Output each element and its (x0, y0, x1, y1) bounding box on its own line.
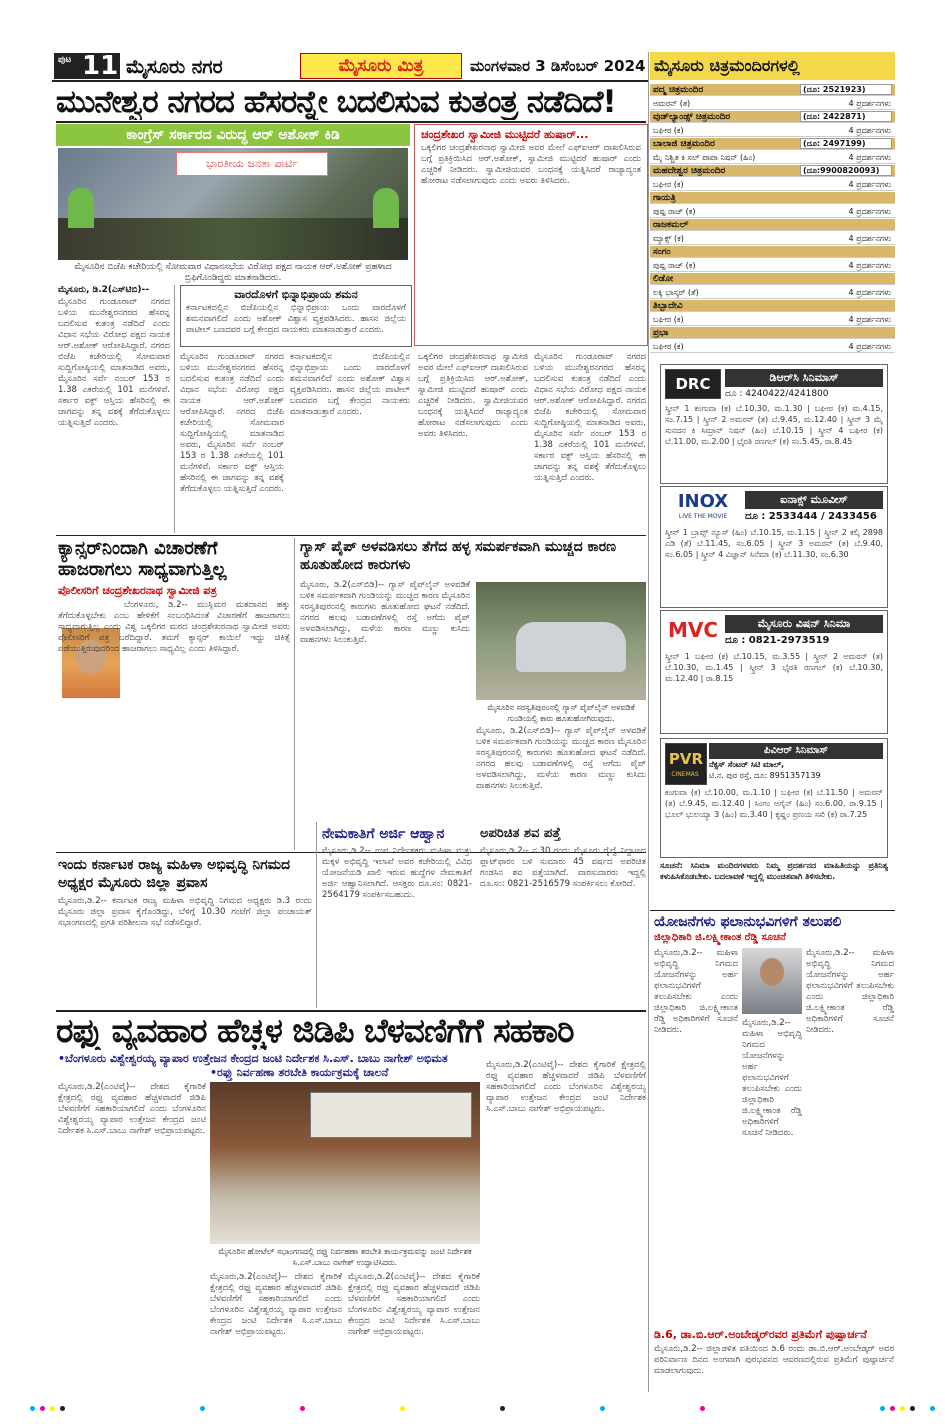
cinema-show-row (650, 287, 895, 299)
drc-phone: ದೂ : 4240422/4241800 (725, 389, 829, 399)
show-count: 4 ಪ್ರದರ್ಶನಗಳು (848, 341, 891, 351)
pvr-logo: PVR (665, 743, 707, 785)
schemes-body: ಮೈಸೂರು,ಡಿ.2-- ಮಹಿಳಾ ಅಭಿವೃದ್ಧಿ ನಿಗಮದ ಯೋಜನೆಗಳನ್ನು ಅರ್ಹ ಫಲಾನುಭವಿಗಳಿಗೆ ತಲುಪಿಸಬೇಕು ಎಂದು ಜಿಲ್ಲಾಧಿಕಾರಿ ಜಿ.ಲಕ್ಷ್ಮೀಕಾಂತ ರೆಡ್ಡಿ ಅಧಿಕಾರಿಗಳಿಗೆ ಸೂಚನೆ ನೀಡಿದರು. (654, 948, 738, 1035)
issue-date: ಮಂಗಳವಾರ 3 ಡಿಸೆಂಬರ್ 2024 (470, 57, 646, 75)
lead-dateline: ಮೈಸೂರು, ಡಿ.2(ಎಸ್‌ಟಿಬಿ)-- (58, 285, 149, 295)
export-photo (210, 1082, 480, 1244)
cinema-phone: (ದೂ: 2497199) (800, 138, 892, 149)
cinema-row-label: ತಿಬ್ಬಾದೇವಿ (653, 301, 683, 311)
schemes-kicker: ಜಿಲ್ಲಾಧಿಕಾರಿ ಜಿ.ಲಕ್ಷ್ಮೀಕಾಂತ ರೆಡ್ಡಿ ಸೂಚನೆ (654, 932, 786, 943)
pvr-listing: ಕಂಗುವಾ (ಕ) ಬೆ.10.00, ಮ.1.10 | ಬಘೀರ (ಕ) ಬೆ.11.50 | ಅಮರನ್ (ತ) ಬೆ.9.45, ಮ.12.40 | ಸಿಂಗಂ ಅಗೈನ್ (ಹಿಂ) ಸಂ.6.00, ರಾ.9.15 | ಭೂಲ್ ಭುಲಯ್ಯಾ 3 (ಹಿಂ) ಮ.3.40 | ಕೃಷ್ಣಂ ಪ್ರಣಯ ಸಖಿ (ಕ) ರಾ.7.25 (665, 788, 883, 819)
cinema-name-row (650, 192, 895, 204)
cinema-show-row (650, 314, 895, 326)
waqf-box (180, 285, 412, 347)
show-count: 4 ಪ್ರದರ್ಶನಗಳು (848, 179, 891, 189)
cinema-name-row (650, 327, 895, 339)
registration-dot (910, 1406, 915, 1411)
registration-dot (880, 1406, 885, 1411)
cinema-show-row (650, 125, 895, 137)
schemes-body-col2: ಮೈಸೂರು,ಡಿ.2-- ಮಹಿಳಾ ಅಭಿವೃದ್ಧಿ ನಿಗಮದ ಯೋಜನೆಗಳನ್ನು ಅರ್ಹ ಫಲಾನುಭವಿಗಳಿಗೆ ತಲುಪಿಸಬೇಕು ಎಂದು ಜಿಲ್ಲಾಧಿಕಾರಿ ಜಿ.ಲಕ್ಷ್ಮೀಕಾಂತ ರೆಡ್ಡಿ ಅಧಿಕಾರಿಗಳಿಗೆ ಸೂಚನೆ ನೀಡಿದರು. (806, 948, 894, 1035)
divider (56, 121, 646, 123)
ambedkar-body: ಮೈಸೂರು,ಡಿ.2-- ಜಿಲ್ಲಾಡಳಿತ ವತಿಯಿಂದ ಡಿ.6 ರಂದು ಡಾ.ಬಿ.ಆರ್.ಅಂಬೇಡ್ಕರ್ ಅವರ ಪರಿನಿರ್ವಾಣ ದಿನದ ಅಂಗವಾಗಿ ಪುರಭವನದ ಆವರಣದಲ್ಲಿರುವ ಪ್ರತಿಮೆಗೆ ಪುಷ್ಪಾರ್ಚನೆ ಮಾಡಲಾಗುವುದು. (654, 1344, 894, 1376)
show-count: 4 ಪ್ರದರ್ಶನಗಳು (848, 314, 891, 324)
cinema-name-row (650, 138, 895, 150)
registration-dot (60, 1406, 65, 1411)
export-body-col2: ಮೈಸೂರು,ಡಿ.2(ಎಂಟಿವೈ)-- ದೇಶದ ಕೈಗಾರಿಕೆ ಕ್ಷೇತ್ರದಲ್ಲಿ ರಫ್ತು ವ್ಯವಹಾರ ಹೆಚ್ಚಳವಾದರೆ ಜಿಡಿಪಿ ಬೆಳವಣಿಗೆಗೆ ಸಹಕಾರಿಯಾಗಲಿದೆ ಎಂದು ಬೆಂಗಳೂರಿನ ವಿಶ್ವೇಶ್ವರಯ್ಯ ವ್ಯಾಪಾರ ಉತ್ತೇಜನ ಕೇಂದ್ರದ ಜಂಟಿ ನಿರ್ದೇಶಕ ಸಿ.ಎಸ್.ಬಾಬು ನಾಗೇಶ್ ಅಭಿಪ್ರಾಯಪಟ್ಟರು. (210, 1272, 342, 1337)
cancer-body: ಬೆಂಗಳೂರು, ಡಿ.2-- ಮುಸ್ಲಿಮರ ಮತದಾನದ ಹಕ್ಕು ತೆಗೆದುಕೊಳ್ಳಬೇಕು ಎಂಬ ಹೇಳಿಕೆಗೆ ಸಂಬಂಧಿಸಿದಂತೆ ವಿಚಾರಣೆಗೆ ಹಾಜರಾಗಲು ಸಾಧ್ಯವಾಗುತ್ತಿಲ್ಲ ಎಂದು ವಿಶ್ವ ಒಕ್ಕಲಿಗರ ಮಠದ ಚಂದ್ರಶೇಖರನಾಥ ಸ್ವಾಮೀಜಿ ಅವರು ಪೊಲೀಸರಿಗೆ ಪತ್ರ ಬರೆದಿದ್ದಾರೆ. ತಮಗೆ ಕ್ಯಾನ್ಸರ್ ಕಾಯಿಲೆ ಇದ್ದು ಚಿಕಿತ್ಸೆ ಪಡೆಯುತ್ತಿರುವುದರಿಂದ ಹಾಜರಾಗಲು ಸಾಧ್ಯವಿಲ್ಲ ಎಂದು ತಿಳಿಸಿದ್ದಾರೆ. (58, 600, 290, 654)
cinema-name-row (650, 246, 895, 258)
cinema-row-label: ಬಾಲಾಜಿ ಚಿತ್ರಮಂದಿರ (653, 139, 715, 149)
inox-title: ಐನಾಕ್ಸ್ ಮೂವೀಸ್ (745, 491, 883, 509)
schemes-body-col3: ಮೈಸೂರು,ಡಿ.2-- ಮಹಿಳಾ ಅಭಿವೃದ್ಧಿ ನಿಗಮದ ಯೋಜನೆಗಳನ್ನು ಅರ್ಹ ಫಲಾನುಭವಿಗಳಿಗೆ ತಲುಪಿಸಬೇಕು ಎಂದು ಜಿಲ್ಲಾಧಿಕಾರಿ ಜಿ.ಲಕ್ಷ್ಮೀಕಾಂತ ರೆಡ್ಡಿ ಅಧಿಕಾರಿಗಳಿಗೆ ಸೂಚನೆ ನೀಡಿದರು. (742, 1018, 802, 1138)
show-count: 4 ಪ್ರದರ್ಶನಗಳು (848, 152, 891, 162)
dc-photo (742, 948, 802, 1014)
body-headline: ಅಪರಿಚಿತ ಶವ ಪತ್ತೆ (480, 826, 561, 841)
registration-dot (30, 1406, 35, 1411)
registration-dot (300, 1406, 305, 1411)
registration-dot (50, 1406, 55, 1411)
cinema-header: ಮೈಸೂರು ಚಿತ್ರಮಂದಿರಗಳಲ್ಲಿ (650, 52, 895, 80)
cinema-row-label: ಬಘೀರ (ಕ) (653, 341, 684, 351)
registration-dot (40, 1406, 45, 1411)
waqf-body: ಕರ್ನಾಟಕದಲ್ಲಿನ ಬಿಜೆಪಿಯಲ್ಲಿನ ಭಿನ್ನಾಭಿಪ್ರಾಯ ಒಂದು ವಾರದೊಳಗೆ ಶಮನವಾಗಲಿದೆ ಎಂದು ಅಶೋಕ್ ವಿಶ್ವಾಸ ವ್ಯಕ್ತಪಡಿಸಿದರು. ಹಾಸನ ಜಿಲ್ಲೆಯ ಪಾಟೀಲ್ ಬಣದವರ ಬಗ್ಗೆ ಕೇಂದ್ರದ ನಾಯಕರು ಮಾತನಾಡುತ್ತಾರೆ ಎಂದರು. (186, 303, 406, 335)
lead-photo-caption: ಮೈಸೂರಿನ ಬಿಜೆಪಿ ಕಚೇರಿಯಲ್ಲಿ ಸೋಮವಾರ ವಿಧಾನಸಭೆಯ ವಿರೋಧ ಪಕ್ಷದ ನಾಯಕ ಆರ್.ಅಶೋಕ್ ಪ್ರಹಳಾದ ಬ್ರಿಫಿಗೊಂಡಿದ್ದರು ಮಾತನಾಡಿದರು. (74, 262, 392, 283)
mvc-listing: ಸ್ಕ್ರೀನ್ 1 ಬಘೀರ (ಕ) ಬೆ.10.15, ಮ.3.55 | ಸ್ಕ್ರೀನ್ 2 ಅಮರನ್ (ತ) ಬೆ.10.30, ಮ.1.45 | ಸ್ಕ್ರೀನ್ 3 ಭೈರತಿ ರಣಗಲ್ (ಕ) ಬೆ.10.30, ಮ.12.40 | ರಾ.8.15 (665, 652, 883, 683)
show-count: 4 ಪ್ರದರ್ಶನಗಳು (848, 233, 891, 243)
page-number-tag (54, 53, 120, 79)
mvc-phone: ದೂ : 0821-2973519 (725, 635, 830, 646)
ambedkar-headline: ಡಿ.6, ಡಾ.ಬಿ.ಆರ್.ಅಂಬೇಡ್ಕರ್‌ರವರ ಪ್ರತಿಮೆಗೆ ಪುಷ್ಪಾರ್ಚನೆ (654, 1328, 867, 1341)
cinema-row-label: ಅಮರನ್ (ತ) (653, 98, 691, 108)
cinema-row-label: ಪ್ರಭಾ (653, 328, 669, 338)
schemes-headline: ಯೋಜನೆಗಳು ಫಲಾನುಭವಿಗಳಿಗೆ ತಲುಪಲಿ (654, 914, 842, 930)
lead-body-col5: ಮೈಸೂರಿನ ಗುಂಡೂರಾವ್ ನಗರದ ಬಳಿಯ ಮುನೇಶ್ವರನಗರದ ಹೆಸರನ್ನ ಬದಲಿಸುವ ಕುತಂತ್ರ ನಡೆದಿದೆ ಎಂದು ವಿಧಾನ ಸಭೆಯ ವಿರೋಧ ಪಕ್ಷದ ನಾಯಕ ಆರ್.ಅಶೋಕ್ ಆರೋಪಿಸಿದ್ದಾರೆ. ನಗರದ ಬಿಜೆಪಿ ಕಚೇರಿಯಲ್ಲಿ ಸೋಮವಾರ ಸುದ್ದಿಗೋಷ್ಠಿಯಲ್ಲಿ ಮಾತನಾಡಿದ ಅವರು, ಮೈಸೂರಿನ ಸರ್ವೆ ನಂಬರ್ 153 ರ 1.38 ಎಕರೆಯಲ್ಲಿ 101 ಮನೆಗಳಿವೆ. ಸರ್ಕಾರ ವಕ್ಫ್ ಆಸ್ತಿಯ ಹೆಸರಿನಲ್ಲಿ ಈ ಜಾಗವನ್ನು ತನ್ನ ವಶಕ್ಕೆ ತೆಗೆದುಕೊಳ್ಳಲು ಯತ್ನಿಸುತ್ತಿದೆ ಎಂದರು. (534, 352, 646, 483)
cancer-headline: ಕ್ಯಾನ್ಸರ್‌ನಿಂದಾಗಿ ವಿಚಾರಣೆಗೆ ಹಾಜರಾಗಲು ಸಾಧ್ಯವಾಗುತ್ತಿಲ್ಲ (58, 538, 227, 580)
registration-dot (200, 1406, 205, 1411)
show-count: 4 ಪ್ರದರ್ಶನಗಳು (848, 260, 891, 270)
registration-dot (890, 1406, 895, 1411)
body-body: ಮೈಸೂರು,ಡಿ.2-- ನ.30 ರಂದು ಮೈಸೂರು ರೈಲ್ವೆ ನಿಲ್ದಾಣದ ಪ್ಲಾಟ್‌ಫಾರಂ ಬಳಿ ಸುಮಾರು 45 ವರ್ಷದ ಅಪರಿಚಿತ ಗಂಡಸಿನ ಶವ ಪತ್ತೆಯಾಗಿದೆ. ವಾರಸುದಾರರು ಇದ್ದಲ್ಲಿ ದೂ.ಸಂ: 0821-2516579 ಸಂಪರ್ಕಿಸಲು ಕೋರಿದೆ. (480, 846, 646, 889)
lead-headline: ಮುನೇಶ್ವರ ನಗರದ ಹೆಸರನ್ನೇ ಬದಲಿಸುವ ಕುತಂತ್ರ ನಡೆದಿದೆ! (56, 84, 616, 120)
cinema-row-label: ಬಘೀರ (ಕ) (653, 314, 684, 324)
women-headline: ಇಂದು ಕರ್ನಾಟಕ ರಾಜ್ಯ ಮಹಿಳಾ ಅಭಿವೃದ್ಧಿ ನಿಗಮದ ಅಧ್ಯಕ್ಷರ ಮೈಸೂರು ಜಿಲ್ಲಾ ಪ್ರವಾಸ (58, 857, 291, 891)
lead-body-col3: ಕರ್ನಾಟಕದಲ್ಲಿನ ಬಿಜೆಪಿಯಲ್ಲಿನ ಭಿನ್ನಾಭಿಪ್ರಾಯ ಒಂದು ವಾರದೊಳಗೆ ಶಮನವಾಗಲಿದೆ ಎಂದು ಅಶೋಕ್ ವಿಶ್ವಾಸ ವ್ಯಕ್ತಪಡಿಸಿದರು. ಹಾಸನ ಜಿಲ್ಲೆಯ ಪಾಟೀಲ್ ಬಣದವರ ಬಗ್ಗೆ ಕೇಂದ್ರದ ನಾಯಕರು ಮಾತನಾಡುತ್ತಾರೆ ಎಂದರು. (290, 352, 410, 417)
show-count: 4 ಪ್ರದರ್ಶನಗಳು (848, 125, 891, 135)
cinema-phone: (ದೂ: 2521923) (800, 84, 892, 95)
job-body: ಮೈಸೂರು,ಡಿ.2-- ಉಪ ನಿರ್ದೇಶಕರು ಮಹಿಳಾ ಮತ್ತು ಮಕ್ಕಳ ಅಭಿವೃದ್ಧಿ ಇಲಾಖೆ ಅವರ ಕಚೇರಿಯಲ್ಲಿ ವಿವಿಧ ಯೋಜನೆಯಡಿ ಖಾಲಿ ಇರುವ ಹುದ್ದೆಗಳ ನೇಮಕಾತಿಗೆ ಅರ್ಜಿ ಆಹ್ವಾನಿಸಲಾಗಿದೆ. ಆಸಕ್ತರು ದೂ.ಸಂ: 0821-2564179 ಸಂಪರ್ಕಿಸಬಹುದು. (322, 846, 472, 900)
cancer-kicker: ಪೊಲೀಸರಿಗೆ ಚಂದ್ರಶೇಖರನಾಥ ಸ್ವಾಮೀಜಿ ಪತ್ರ (58, 584, 217, 597)
cinema-row-label: ರಾಜಕಮಲ್ (653, 220, 689, 230)
cinema-name-row (650, 111, 895, 123)
pvr-subtitle: ನೆಕ್ಸಸ್ ಸೆಂಟರ್ ಸಿಟಿ ಮಾಲ್, (709, 760, 785, 769)
drc-logo: DRC (665, 369, 721, 399)
drc-title: ಡಿಆರ್‌ಸಿ ಸಿನಿಮಾಸ್ (725, 369, 883, 387)
lead-photo (58, 148, 408, 260)
cinema-row-label: ಸಂಗಂ (653, 247, 671, 257)
inox-listing: ಸ್ಕ್ರೀನ್ 1 ಬ್ರಾವ್ಸ್ ನ್ಯೂಸ್ (ಹಿಂ) ಬೆ.10.15, ಮ.1.15 | ಸ್ಕ್ರೀನ್ 2 ಕಲ್ಕಿ 2898 ಎಡಿ (ತೆ) ಬೆ.11.45, ಸಂ.6.05 | ಸ್ಕ್ರೀನ್ 3 ಅಮರನ್ (ತ) ಬೆ.9.40, ಸಂ.6.05 | ಸ್ಕ್ರೀನ್ 4 ವಿಜ್ಞಾನ್ ಸಿನೆಮಾ (ಕ) ಬೆ.11.30, ಸಂ.6.30 (665, 528, 883, 559)
cinema-row-label: ಪುಷ್ಪ ರಾಜ್ (ಕ) (653, 260, 696, 270)
car-photo-caption: ಮೈಸೂರಿನ ಸರಸ್ವತಿಪುರಂನಲ್ಲಿ ಗ್ಯಾಸ್ ಪೈಪ್‌ಲೈನ್ ಅಳವಡಿಕೆ ಗುಂಡಿಯಲ್ಲಿ ಕಾರು ಹೂತುಹೋಗಿರುವುದು. (487, 703, 635, 723)
mvc-title: ಮೈಸೂರು ವಿಷನ್ ಸಿನಿಮಾ (725, 615, 883, 633)
car-photo (476, 582, 646, 700)
gas-body-col2: ಮೈಸೂರು, ಡಿ.2(ಎಸ್‌ಬಿಡಿ)-- ಗ್ಯಾಸ್ ಪೈಪ್‌ಲೈನ್ ಅಳವಡಿಕೆ ಬಳಿಕ ಸಮರ್ಪಕವಾಗಿ ಗುಂಡಿಯನ್ನು ಮುಚ್ಚದ ಕಾರಣ ಮೈಸೂರಿನ ಸರಸ್ವತಿಪುರಂನಲ್ಲಿ ಕಾರುಗಳು ಹೂತುಹೋದ ಘಟನೆ ನಡೆದಿದೆ. ನಗರದ ಹಲವು ಬಡಾವಣೆಗಳಲ್ಲಿ ರಸ್ತೆ ಅಗೆದು ಪೈಪ್ ಅಳವಡಿಸಲಾಗಿದ್ದು, ಮಳೆಯ ಕಾರಣ ಮಣ್ಣು ಕುಸಿದು ವಾಹನಗಳು ಸಿಲುಕುತ್ತಿವೆ. (476, 726, 646, 791)
women-body: ಮೈಸೂರು,ಡಿ.2-- ಕರ್ನಾಟಕ ರಾಜ್ಯ ಮಹಿಳಾ ಅಭಿವೃದ್ಧಿ ನಿಗಮದ ಅಧ್ಯಕ್ಷರು ಡಿ.3 ರಂದು ಮೈಸೂರು ಜಿಲ್ಲಾ ಪ್ರವಾಸ ಕೈಗೊಂಡಿದ್ದು, ಬೆಳಿಗ್ಗೆ 10.30 ಗಂಟೆಗೆ ಜಿಲ್ಲಾ ಪಂಚಾಯತ್ ಸಭಾಂಗಣದಲ್ಲಿ ಪ್ರಗತಿ ಪರಿಶೀಲನಾ ಸಭೆ ನಡೆಸಲಿದ್ದಾರೆ. (58, 896, 312, 928)
section-name: ಮೈಸೂರು ನಗರ (126, 56, 223, 78)
cinema-row-label: ಲಿಡೋ (653, 274, 674, 284)
cinema-note: ಸೂಚನೆ: ಸಿನಿಮಾ ಮಂದಿರಗಳವರು ನಿಮ್ಮ ಪ್ರದರ್ಶನದ ಮಾಹಿತಿಯನ್ನು ಪ್ರತಿನಿತ್ಯ ಕಳುಹಿಸಿಕೊಡಬೇಕು. ಬದಲಾವಣೆ ಇದ್ದಲ್ಲಿ ಮುಂಚಿತವಾಗಿ ತಿಳಿಸಬೇಕು. (660, 861, 888, 881)
show-count: 4 ಪ್ರದರ್ಶನಗಳು (848, 206, 891, 216)
export-bullet-1: •ಬೆಂಗಳೂರು ವಿಶ್ವೇಶ್ವರಯ್ಯ ವ್ಯಾಪಾರ ಉತ್ತೇಜನ ಕೇಂದ್ರದ ಜಂಟಿ ನಿರ್ದೇಶಕ ಸಿ.ಎಸ್. ಬಾಬು ನಾಗೇಶ್ ಅಭಿಮತ (58, 1052, 448, 1065)
cinema-show-row (650, 152, 895, 164)
banner-in-photo: ಭಾರತೀಯ ಜನತಾ ಪಾರ್ಟಿ (176, 152, 328, 176)
cinema-row-label: ವುಡ್‌ಲ್ಯಾಂಡ್ಸ್ ಚಿತ್ರಮಂದಿರ (653, 112, 731, 122)
drc-listing: ಸ್ಕ್ರೀನ್ 1 ಕಂಗುವಾ (ಕ) ಬೆ.10.30, ಮ.1.30 | ಬಘೀರ (ಕ) ಮ.4.15, ಸಂ.7.15 | ಸ್ಕ್ರೀನ್ 2 ಅಮರನ್ (ತ) ಬೆ.9.45, ಮ.12.40 | ಸ್ಕ್ರೀನ್ 3 ಮೈ ಸುನದನ ಕಿ ಸಿಮ್ರಾನ್ ನಿಷನ್ (ಹಿಂ) ಬೆ.10.15 | ಸ್ಕ್ರೀನ್ 4 ಬಘೀರ (ಕ) ಬೆ.11.00, ಮ.2.00 | ಭೈರತಿ ರಣಗಲ್ (ಕ) ಸಂ.5.45, ರಾ.8.45 (665, 404, 883, 446)
page-number: 11 (82, 51, 119, 81)
swamiji-title: ಚಂದ್ರಶೇಖರ ಸ್ವಾಮೀಜಿ ಮುಟ್ಟಿದರೆ ಹುಷಾರ್... (421, 128, 589, 141)
show-count: 4 ಪ್ರದರ್ಶನಗಳು (848, 287, 891, 297)
pvr-box (660, 738, 888, 858)
cinema-show-row (650, 179, 895, 191)
waqf-title: ವಾರದೊಳಗೆ ಭಿನ್ನಾಭಿಪ್ರಾಯ ಶಮನ (234, 288, 358, 301)
mvc-logo: MVC (665, 615, 721, 645)
inox-logo: INOX (665, 491, 741, 521)
export-body: ಮೈಸೂರು,ಡಿ.2(ಎಂಟಿವೈ)-- ದೇಶದ ಕೈಗಾರಿಕೆ ಕ್ಷೇತ್ರದಲ್ಲಿ ರಫ್ತು ವ್ಯವಹಾರ ಹೆಚ್ಚಳವಾದರೆ ಜಿಡಿಪಿ ಬೆಳವಣಿಗೆಗೆ ಸಹಕಾರಿಯಾಗಲಿದೆ ಎಂದು ಬೆಂಗಳೂರಿನ ವಿಶ್ವೇಶ್ವರಯ್ಯ ವ್ಯಾಪಾರ ಉತ್ತೇಜನ ಕೇಂದ್ರದ ಜಂಟಿ ನಿರ್ದೇಶಕ ಸಿ.ಎಸ್.ಬಾಬು ನಾಗೇಶ್ ಅಭಿಪ್ರಾಯಪಟ್ಟರು. (58, 1082, 206, 1136)
registration-dot (700, 1406, 705, 1411)
lead-body-col4: ಒಕ್ಕಲಿಗರ ಚಂದ್ರಶೇಖರನಾಥ ಸ್ವಾಮೀಜಿ ಅವರ ಮೇಲೆ ಎಫ್‌ಐಆರ್ ದಾಖಲಿಸಿರುವ ಬಗ್ಗೆ ಪ್ರತಿಕ್ರಿಯಿಸಿದ ಆರ್.ಅಶೋಕ್, ಸ್ವಾಮೀಜಿ ಮುಟ್ಟಿದರೆ ಹುಷಾರ್ ಎಂದು ಎಚ್ಚರಿಕೆ ನೀಡಿದರು. ಸ್ವಾಮೀಜಿಯವರ ಬಂಧನಕ್ಕೆ ಯತ್ನಿಸಿದರೆ ರಾಜ್ಯಾದ್ಯಂತ ಹೋರಾಟ ನಡೆಸಲಾಗುವುದು ಎಂದು ಅವರು ತಿಳಿಸಿದರು. (418, 352, 528, 439)
cinema-name-row (650, 300, 895, 312)
export-headline: ರಫ್ತು ವ್ಯವಹಾರ ಹೆಚ್ಚಳ ಜಿಡಿಪಿ ಬೆಳವಣಿಗೆಗೆ ಸಹಕಾರಿ (56, 1012, 574, 1050)
cinema-row-label: ಮ್ಯಾಕ್ಸ್ (ಕ) (653, 233, 684, 243)
drc-box (660, 364, 888, 484)
registration-dot (400, 1406, 405, 1411)
export-photo-caption: ಮೈಸೂರಿನ ಹೋಟೆಲ್ ಸಭಾಂಗಣದಲ್ಲಿ ರಫ್ತು ನಿರ್ವಹಣಾ ತರಬೇತಿ ಕಾರ್ಯಕ್ರಮವನ್ನು ಜಂಟಿ ನಿರ್ದೇಶಕ ಸಿ.ಎಸ್.ಬಾಬು ನಾಗೇಶ್ ಉದ್ಘಾಟಿಸಿದರು. (218, 1247, 472, 1267)
cinema-row-label: ಲಕ್ಕಿ ಭಾಸ್ಕರ್ (ತೆ) (653, 287, 699, 297)
registration-dot (500, 1406, 505, 1411)
cinema-show-row (650, 98, 895, 110)
cinema-name-row (650, 165, 895, 177)
lead-body-col2: ಮೈಸೂರಿನ ಗುಂಡೂರಾವ್ ನಗರದ ಬಳಿಯ ಮುನೇಶ್ವರನಗರದ ಹೆಸರನ್ನ ಬದಲಿಸುವ ಕುತಂತ್ರ ನಡೆದಿದೆ ಎಂದು ವಿಧಾನ ಸಭೆಯ ವಿರೋಧ ಪಕ್ಷದ ನಾಯಕ ಆರ್.ಅಶೋಕ್ ಆರೋಪಿಸಿದ್ದಾರೆ. ನಗರದ ಬಿಜೆಪಿ ಕಚೇರಿಯಲ್ಲಿ ಸೋಮವಾರ ಸುದ್ದಿಗೋಷ್ಠಿಯಲ್ಲಿ ಮಾತನಾಡಿದ ಅವರು, ಮೈಸೂರಿನ ಸರ್ವೆ ನಂಬರ್ 153 ರ 1.38 ಎಕರೆಯಲ್ಲಿ 101 ಮನೆಗಳಿವೆ. ಸರ್ಕಾರ ವಕ್ಫ್ ಆಸ್ತಿಯ ಹೆಸರಿನಲ್ಲಿ ಈ ಜಾಗವನ್ನು ತನ್ನ ವಶಕ್ಕೆ ತೆಗೆದುಕೊಳ್ಳಲು ಯತ್ನಿಸುತ್ತಿದೆ ಎಂದರು. (180, 352, 284, 494)
cinema-row-label: ಪದ್ಮ ಚಿತ್ರಮಂದಿರ (653, 85, 704, 95)
registration-dot (930, 1406, 935, 1411)
gas-body: ಮೈಸೂರು, ಡಿ.2(ಎಸ್‌ಬಿಡಿ)-- ಗ್ಯಾಸ್ ಪೈಪ್‌ಲೈನ್ ಅಳವಡಿಕೆ ಬಳಿಕ ಸಮರ್ಪಕವಾಗಿ ಗುಂಡಿಯನ್ನು ಮುಚ್ಚದ ಕಾರಣ ಮೈಸೂರಿನ ಸರಸ್ವತಿಪುರಂನಲ್ಲಿ ಕಾರುಗಳು ಹೂತುಹೋದ ಘಟನೆ ನಡೆದಿದೆ. ನಗರದ ಹಲವು ಬಡಾವಣೆಗಳಲ್ಲಿ ರಸ್ತೆ ಅಗೆದು ಪೈಪ್ ಅಳವಡಿಸಲಾಗಿದ್ದು, ಮಳೆಯ ಕಾರಣ ಮಣ್ಣು ಕುಸಿದು ವಾಹನಗಳು ಸಿಲುಕುತ್ತಿವೆ. (300, 580, 470, 645)
inox-tag: LIVE THE MOVIE (678, 513, 728, 520)
lead-body: ಮೈಸೂರಿನ ಗುಂಡೂರಾವ್ ನಗರದ ಬಳಿಯ ಮುನೇಶ್ವರನಗರದ ಹೆಸರನ್ನ ಬದಲಿಸುವ ಕುತಂತ್ರ ನಡೆದಿದೆ ಎಂದು ವಿಧಾನ ಸಭೆಯ ವಿರೋಧ ಪಕ್ಷದ ನಾಯಕ ಆರ್.ಅಶೋಕ್ ಆರೋಪಿಸಿದ್ದಾರೆ. ನಗರದ ಬಿಜೆಪಿ ಕಚೇರಿಯಲ್ಲಿ ಸೋಮವಾರ ಸುದ್ದಿಗೋಷ್ಠಿಯಲ್ಲಿ ಮಾತನಾಡಿದ ಅವರು, ಮೈಸೂರಿನ ಸರ್ವೆ ನಂಬರ್ 153 ರ 1.38 ಎಕರೆಯಲ್ಲಿ 101 ಮನೆಗಳಿವೆ. ಸರ್ಕಾರ ವಕ್ಫ್ ಆಸ್ತಿಯ ಹೆಸರಿನಲ್ಲಿ ಈ ಜಾಗವನ್ನು ತನ್ನ ವಶಕ್ಕೆ ತೆಗೆದುಕೊಳ್ಳಲು ಯತ್ನಿಸುತ್ತಿದೆ ಎಂದರು. (58, 297, 170, 428)
cinema-name-row (650, 273, 895, 285)
export-bullet-2: •ರಫ್ತು ನಿರ್ವಹಣಾ ತರಬೇತಿ ಕಾರ್ಯಕ್ರಮಕ್ಕೆ ಚಾಲನೆ (210, 1066, 389, 1079)
swamiji-box (414, 124, 648, 346)
inox-phone: ದೂ : 2533444 / 2433456 (745, 511, 877, 522)
cinema-show-row (650, 341, 895, 353)
brand-logo: ಮೈಸೂರು ಮಿತ್ರ (300, 53, 462, 79)
cinema-phone: (ದೂ:9900820093) (800, 165, 892, 176)
cinema-row-label: ಮೈ ನಿಶ್ಚಿತ ಕಿ ಸಲ್ ಪಾಪಾ ನಿಷನ್ (ಹಿಂ) (653, 152, 756, 162)
pvr-title: ಪಿವಿಆರ್ ಸಿನಿಮಾಸ್ (709, 743, 883, 759)
cinema-row-label: ಪುಷ್ಪ ರಾಜ್ (ಕ) (653, 206, 696, 216)
cinema-row-label: ಬಘೀರ (ಕ) (653, 179, 684, 189)
swamiji-body: ಒಕ್ಕಲಿಗರ ಚಂದ್ರಶೇಖರನಾಥ ಸ್ವಾಮೀಜಿ ಅವರ ಮೇಲೆ ಎಫ್‌ಐಆರ್ ದಾಖಲಿಸಿರುವ ಬಗ್ಗೆ ಪ್ರತಿಕ್ರಿಯಿಸಿದ ಆರ್.ಅಶೋಕ್, ಸ್ವಾಮೀಜಿ ಮುಟ್ಟಿದರೆ ಹುಷಾರ್ ಎಂದು ಎಚ್ಚರಿಕೆ ನೀಡಿದರು. ಸ್ವಾಮೀಜಿಯವರ ಬಂಧನಕ್ಕೆ ಯತ್ನಿಸಿದರೆ ರಾಜ್ಯಾದ್ಯಂತ ಹೋರಾಟ ನಡೆಸಲಾಗುವುದು ಎಂದು ಅವರು ತಿಳಿಸಿದರು. (421, 143, 641, 186)
registration-dot (900, 1406, 905, 1411)
show-count: 4 ಪ್ರದರ್ಶನಗಳು (848, 98, 891, 108)
cinema-show-row (650, 233, 895, 245)
cinema-name-row (650, 84, 895, 96)
pvr-tag: CINEMAS (671, 771, 699, 778)
pvr-phone: ಟಿ.ನ. ಪುರ ರಸ್ತೆ, ದೂ: 8951357139 (709, 771, 821, 780)
mvc-box (660, 610, 888, 734)
cinema-row-label: ಬಘೀರ (ಕ) (653, 125, 684, 135)
lead-subhead: ಕಾಂಗ್ರೆಸ್ ಸರ್ಕಾರದ ವಿರುದ್ಧ ಆರ್ ಅಶೋಕ್ ಕಿಡಿ (56, 124, 410, 146)
page-label: ಪುಟ (58, 55, 72, 65)
cinema-row-label: ಗಾಯತ್ರಿ (653, 193, 676, 203)
export-body-col4: ಮೈಸೂರು,ಡಿ.2(ಎಂಟಿವೈ)-- ದೇಶದ ಕೈಗಾರಿಕೆ ಕ್ಷೇತ್ರದಲ್ಲಿ ರಫ್ತು ವ್ಯವಹಾರ ಹೆಚ್ಚಳವಾದರೆ ಜಿಡಿಪಿ ಬೆಳವಣಿಗೆಗೆ ಸಹಕಾರಿಯಾಗಲಿದೆ ಎಂದು ಬೆಂಗಳೂರಿನ ವಿಶ್ವೇಶ್ವರಯ್ಯ ವ್ಯಾಪಾರ ಉತ್ತೇಜನ ಕೇಂದ್ರದ ಜಂಟಿ ನಿರ್ದೇಶಕ ಸಿ.ಎಸ್.ಬಾಬು ನಾಗೇಶ್ ಅಭಿಪ್ರಾಯಪಟ್ಟರು. (486, 1060, 646, 1114)
cinema-row-label: ಮಹದೇಶ್ವರ ಚಿತ್ರಮಂದಿರ (653, 166, 726, 176)
cinema-phone: (ದೂ: 2422871) (800, 111, 892, 122)
cinema-show-row (650, 206, 895, 218)
cinema-name-row (650, 219, 895, 231)
inox-box (660, 486, 888, 608)
registration-dot (600, 1406, 605, 1411)
job-headline: ನೇಮಕಾತಿಗೆ ಅರ್ಜಿ ಆಹ್ವಾನ (322, 826, 445, 842)
cinema-show-row (650, 260, 895, 272)
gas-headline: ಗ್ಯಾಸ್ ಪೈಪ್ ಅಳವಡಿಸಲು ತೆಗೆದ ಹಳ್ಳ ಸಮರ್ಪಕವಾಗಿ ಮುಚ್ಚದ ಕಾರಣ ಹೂತುಹೋದ ಕಾರುಗಳು (300, 539, 617, 573)
export-body-col3: ಮೈಸೂರು,ಡಿ.2(ಎಂಟಿವೈ)-- ದೇಶದ ಕೈಗಾರಿಕೆ ಕ್ಷೇತ್ರದಲ್ಲಿ ರಫ್ತು ವ್ಯವಹಾರ ಹೆಚ್ಚಳವಾದರೆ ಜಿಡಿಪಿ ಬೆಳವಣಿಗೆಗೆ ಸಹಕಾರಿಯಾಗಲಿದೆ ಎಂದು ಬೆಂಗಳೂರಿನ ವಿಶ್ವೇಶ್ವರಯ್ಯ ವ್ಯಾಪಾರ ಉತ್ತೇಜನ ಕೇಂದ್ರದ ಜಂಟಿ ನಿರ್ದೇಶಕ ಸಿ.ಎಸ್.ಬಾಬು ನಾಗೇಶ್ ಅಭಿಪ್ರಾಯಪಟ್ಟರು. (348, 1272, 480, 1337)
